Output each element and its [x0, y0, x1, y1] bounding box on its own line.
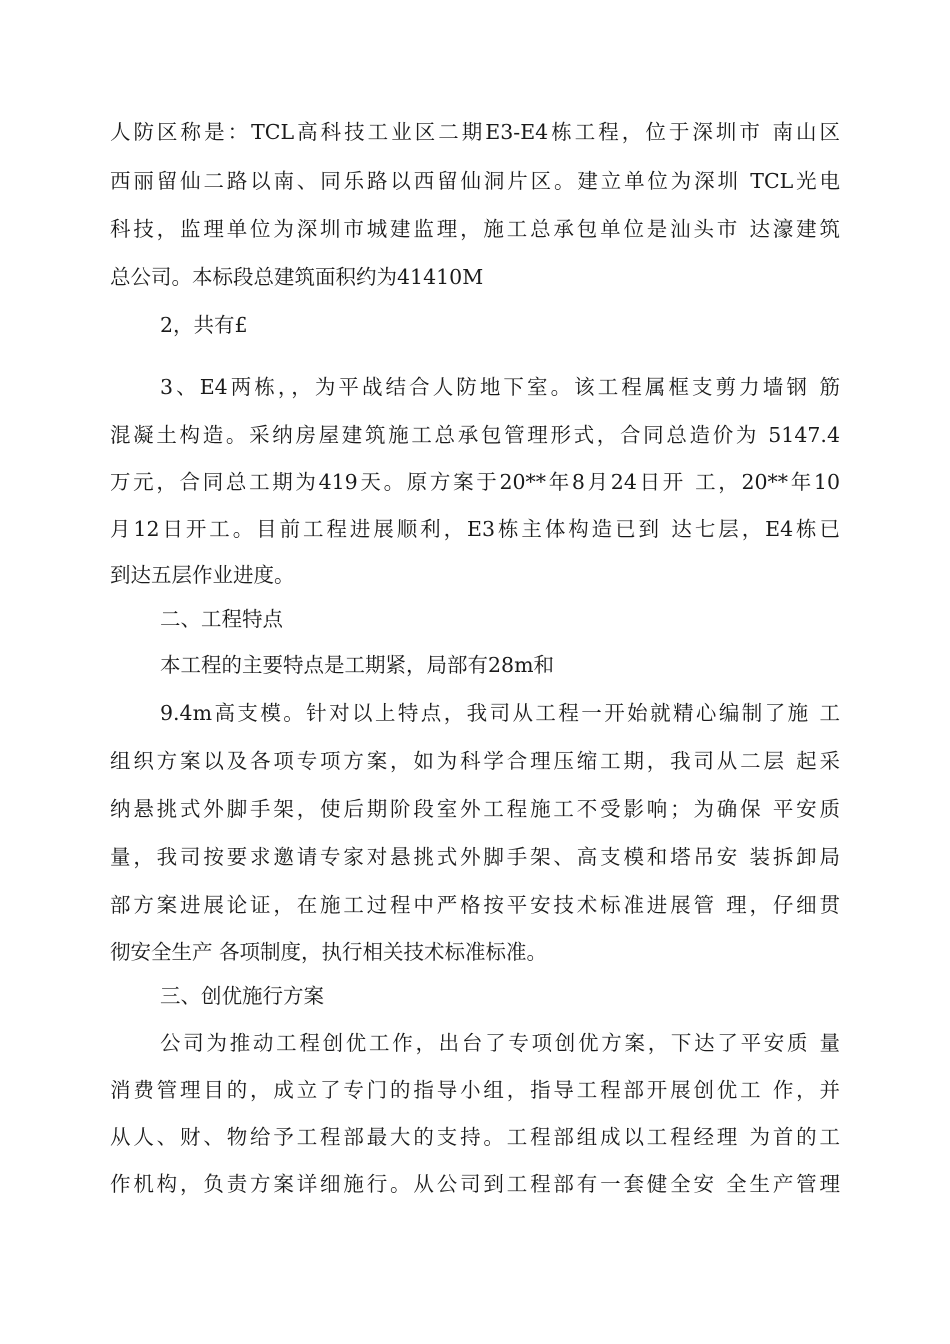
body-text-line: 月12日开工。目前工程进展顺利，E3栋主体构造已到 达七层，E4栋已: [110, 517, 840, 541]
paragraph-start-line: 本工程的主要特点是工期紧，局部有28m和: [160, 653, 555, 677]
paragraph-start-line: 2，共有£: [160, 313, 248, 337]
body-text-line: 到达五层作业进度。: [110, 563, 295, 587]
body-text-line: 部方案进展论证，在施工过程中严格按平安技术标准进展管 理，仔细贯: [110, 893, 840, 917]
body-text-line: 西丽留仙二路以南、同乐路以西留仙洞片区。建立单位为深圳 TCL光电: [110, 169, 840, 193]
section-heading: 三、创优施行方案: [160, 984, 324, 1008]
section-heading: 二、工程特点: [160, 607, 283, 631]
body-text-line: 纳悬挑式外脚手架，使后期阶段室外工程施工不受影响；为确保 平安质: [110, 797, 840, 821]
body-text-line: 混凝土构造。采纳房屋建筑施工总承包管理形式，合同总造价为 5147.4: [110, 423, 840, 447]
body-text-line: 人防区称是：TCL高科技工业区二期E3-E4栋工程，位于深圳市 南山区: [110, 120, 840, 144]
body-text-line: 万元，合同总工期为419天。原方案于20**年8月24日开 工，20**年10: [110, 470, 840, 494]
body-text-line: 从人、财、物给予工程部最大的支持。工程部组成以工程经理 为首的工: [110, 1125, 840, 1149]
body-text-line: 作机构，负责方案详细施行。从公司到工程部有一套健全安 全生产管理: [110, 1172, 840, 1196]
body-text-line: 总公司。本标段总建筑面积约为41410M: [110, 265, 484, 289]
paragraph-start-line: 3、E4两栋，，为平战结合人防地下室。该工程属框支剪力墙钢 筋: [160, 375, 840, 399]
paragraph-start-line: 公司为推动工程创优工作，出台了专项创优方案，下达了平安质 量: [160, 1031, 840, 1055]
body-text-line: 组织方案以及各项专项方案，如为科学合理压缩工期，我司从二层 起采: [110, 749, 840, 773]
paragraph-start-line: 9.4m高支模。针对以上特点，我司从工程一开始就精心编制了施 工: [160, 701, 840, 725]
body-text-line: 消费管理目的，成立了专门的指导小组，指导工程部开展创优工 作，并: [110, 1078, 840, 1102]
body-text-line: 量，我司按要求邀请专家对悬挑式外脚手架、高支模和塔吊安 装拆卸局: [110, 845, 840, 869]
body-text-line: 科技，监理单位为深圳市城建监理，施工总承包单位是汕头市 达濠建筑: [110, 217, 840, 241]
body-text-line: 彻安全生产 各项制度，执行相关技术标准标准。: [110, 940, 548, 964]
